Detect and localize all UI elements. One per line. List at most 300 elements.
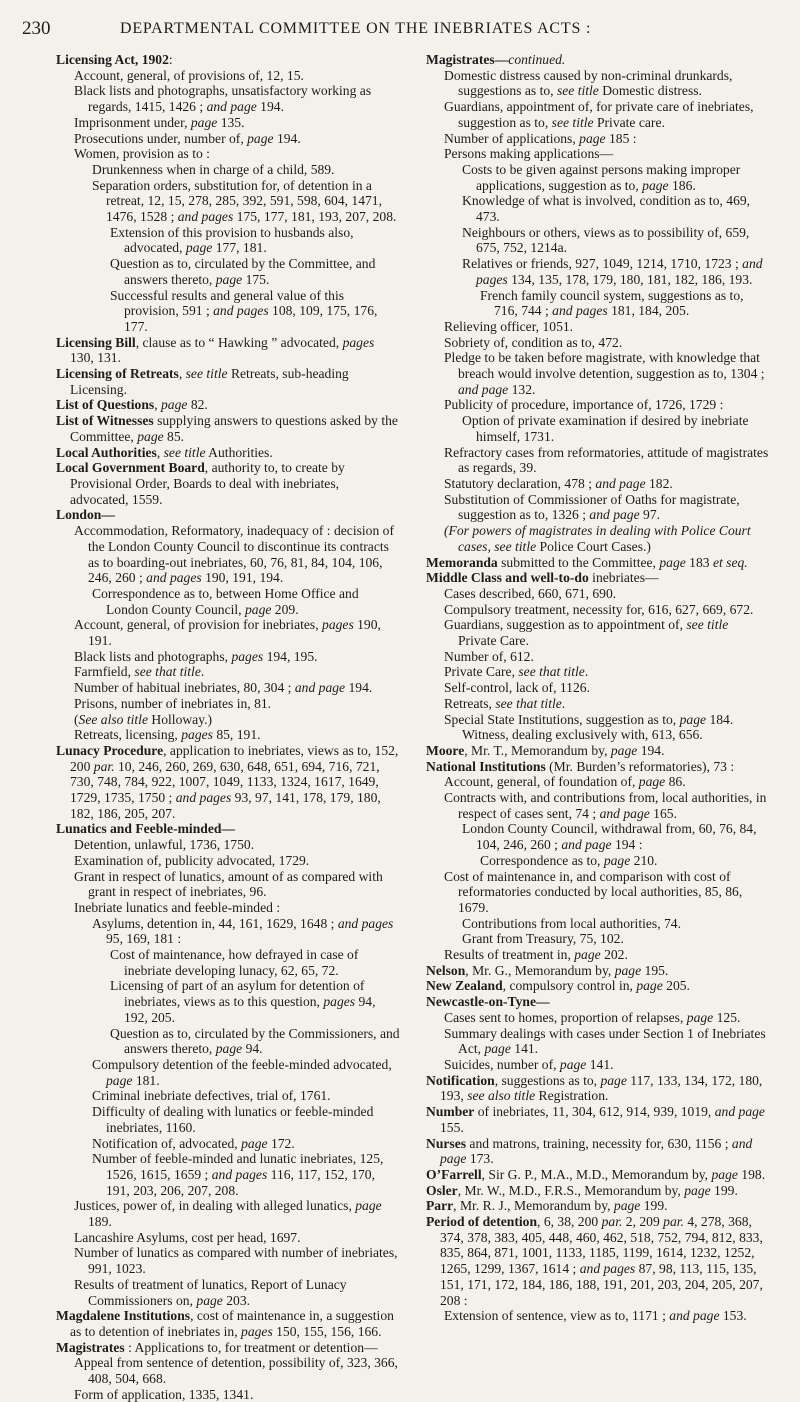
entry-text: Compulsory detention of the feeble-minded advocated, [92, 1057, 392, 1072]
index-subentry [426, 523, 770, 554]
entry-text: 132. [508, 381, 536, 397]
index-subentry [426, 696, 770, 712]
entry-text: Extension of this provision to husbands also, advocated, [110, 224, 354, 256]
index-subentry [426, 916, 770, 932]
entry-text: . [200, 664, 205, 680]
entry-text: and pages [146, 570, 202, 586]
entry-text: and page [589, 507, 640, 523]
entry-text: Licensing Act, 1902 [56, 52, 169, 67]
entry-text: Memoranda [426, 554, 498, 570]
entry-text: par. [663, 1214, 684, 1230]
entry-text: see title [163, 444, 206, 460]
index-subentry [56, 523, 400, 586]
entry-text: Accommodation, Reformatory, inadequacy of : decision of the London County Council to discontinue its contracts as to boarding-out inebriates, 60, 76, 81, 84, 104, 106, 246, 260 ; [74, 523, 394, 586]
entry-text: supplying answers to questions asked by the Committee, [70, 413, 398, 444]
entry-text: Difficulty of dealing with lunatics or feeble-minded inebriates, 1160. [92, 1104, 374, 1135]
entry-text: Asylums, detention in, 44, 161, 1629, 1648 ; [92, 915, 338, 931]
entry-text: London— [56, 507, 115, 523]
entry-text: page [659, 554, 686, 570]
entry-text: London County Council, withdrawal from, 60, 76, 84, 104, 246, 260 ; [462, 821, 757, 853]
index-subentry [56, 1104, 400, 1135]
entry-text: Black lists and photographs, unsatisfactory working as regards, 1415, 1426 ; [74, 83, 372, 115]
entry-text: 85. [163, 428, 185, 444]
entry-text: page [196, 1292, 223, 1308]
entry-text: Grant in respect of lunatics, amount of as compared with grant in respect of inebriates, 96. [74, 868, 383, 900]
index-heading [426, 743, 770, 759]
entry-text: Account, general, of provisions of, 12, 15. [74, 67, 304, 83]
entry-text: , Sir G. P., M.A., M.D., Memorandum by, [481, 1166, 712, 1182]
index-subentry [426, 146, 770, 162]
index-subentry [56, 1088, 400, 1104]
entry-text: Lunacy Procedure [56, 742, 164, 758]
entry-text: page [106, 1072, 133, 1088]
entry-text: Statutory declaration, 478 ; [444, 475, 596, 491]
index-subentry [56, 586, 400, 617]
entry-text: O’Farrell [426, 1166, 482, 1182]
entry-text: Grant from Treasury, 75, 102. [462, 931, 624, 947]
entry-text: Nelson [426, 962, 466, 978]
entry-text: , [178, 366, 186, 382]
entry-text: and page [599, 805, 650, 821]
index-subentry [426, 617, 770, 648]
entry-text: page [610, 742, 638, 758]
entry-text: page [215, 271, 243, 287]
entry-text: Cases sent to homes, proportion of relapses, [444, 1009, 687, 1025]
entry-text: 194. [345, 680, 373, 696]
index-subentry [426, 821, 770, 852]
entry-text: 183 [685, 554, 713, 570]
entry-text: Publicity of procedure, importance of, 1726, 1729 : [444, 397, 724, 413]
index-subentry [56, 680, 400, 696]
index-subentry [56, 900, 400, 916]
index-subentry [56, 837, 400, 853]
entry-text: see also title [467, 1088, 536, 1104]
entry-text: 194, 195. [263, 648, 318, 664]
entry-text: , cost of maintenance in, a suggestion as to detention of inebriates in, [70, 1308, 394, 1339]
entry-text: French family council system, suggestions as to, 716, 744 ; [480, 287, 744, 319]
entry-text: pages [241, 1323, 273, 1339]
index-heading [426, 570, 770, 586]
entry-text: see title [185, 366, 228, 382]
index-subentry [56, 869, 400, 900]
entry-text: Police Court Cases.) [536, 538, 651, 554]
index-heading [426, 963, 770, 979]
entry-text: Middle Class and well-to-do [426, 570, 589, 586]
entry-text: 198. [737, 1166, 766, 1182]
entry-text: Summary dealings with cases under Section 1 of Inebriates Act, [444, 1025, 766, 1057]
entry-text: 4, 278, 368, 374, 378, 383, 405, 448, 460, 462, 518, 752, 794, 812, 833, 835, 864, 871, 1001, 1133, 1185, 1199, 1614, 1232, 1252, 1265, 1299, 1367, 1614 ; [440, 1214, 763, 1277]
entry-text: page [484, 1041, 511, 1057]
entry-text: Substitution of Commissioner of Oaths for magistrate, suggestion as to, 1326 ; [444, 491, 740, 523]
index-subentry [426, 727, 770, 743]
entry-text: 135. [217, 114, 245, 130]
entry-text: Justices, power of, in dealing with alleged lunatics, [74, 1198, 356, 1214]
entry-text: see title [686, 617, 729, 633]
entry-text: Imprisonment under, [74, 114, 191, 130]
entry-text: , Mr. G., Memorandum by, [465, 962, 615, 978]
entry-text: page [613, 1198, 641, 1214]
index-subentry [426, 712, 770, 728]
entry-text: par. [601, 1214, 623, 1230]
index-subentry [426, 335, 770, 351]
entry-text: , Mr. W., M.D., F.R.S., Memorandum by, [457, 1182, 685, 1198]
entry-text: et seq. [712, 554, 748, 570]
index-subentry [426, 319, 770, 335]
entry-text: 10, 246, 260, 269, 630, 648, 651, 694, 716, 721, 730, 748, 784, 922, 1007, 1049, 1133, 1324, 1617, 1649, 1729, 1735, 1750 ; [70, 758, 380, 806]
index-subentry [426, 413, 770, 444]
entry-text: see title [556, 83, 599, 99]
index-subentry [426, 680, 770, 696]
entry-text: Cost of maintenance, how defrayed in case of inebriate developing lunacy, 62, 65, 72. [110, 947, 359, 978]
right-column [426, 52, 770, 1402]
entry-text: and pages [213, 303, 269, 319]
index-subentry [56, 1230, 400, 1246]
entry-text: 203. [222, 1292, 251, 1308]
entry-text: Number of, 612. [444, 648, 534, 664]
entry-text: Sobriety of, condition as to, 472. [444, 334, 623, 350]
entry-text: Appeal from sentence of detention, possibility of, 323, 366, 408, 504, 668. [74, 1355, 398, 1387]
index-heading [56, 366, 400, 397]
entry-text: see that title [495, 695, 562, 711]
entry-text: Correspondence as to, between Home Office and London County Council, [92, 585, 359, 617]
page-number: 230 [22, 18, 51, 39]
running-head: DEPARTMENTAL COMMITTEE ON THE INEBRIATES ACTS : [120, 20, 592, 37]
entry-text: and pages [579, 1261, 636, 1277]
entry-text: 2, 209 [622, 1214, 664, 1230]
entry-text: Farmfield, [74, 664, 135, 680]
entry-text: 177, 181. [212, 240, 267, 256]
entry-text: , [156, 444, 164, 460]
index-heading [426, 1183, 770, 1199]
entry-text: 181. [132, 1072, 160, 1088]
entry-text: and page [206, 99, 257, 115]
entry-text: page [579, 130, 606, 146]
index-subentry [426, 225, 770, 256]
index-subentry [56, 664, 400, 680]
entry-text: Inebriate lunatics and feeble-minded : [74, 899, 281, 915]
entry-text: , Mr. R. J., Memorandum by, [453, 1198, 614, 1214]
index-subentry [426, 445, 770, 476]
index-subentry [56, 1387, 400, 1402]
entry-text: Lunatics and Feeble-minded— [56, 821, 236, 837]
entry-text: Question as to, circulated by the Committee, and answers thereto, [110, 256, 376, 287]
entry-text: Notification of, advocated, [92, 1135, 242, 1151]
entry-text: 94, 192, 205. [124, 994, 376, 1025]
entry-text: Black lists and photographs, [74, 648, 232, 664]
entry-text: 175. [242, 271, 270, 287]
index-heading [426, 978, 770, 994]
entry-text: 125. [713, 1009, 741, 1025]
entry-text: Nurses [426, 1135, 467, 1151]
entry-text: Relieving officer, 1051. [444, 318, 574, 334]
entry-text: page [638, 774, 666, 790]
index-heading [56, 1308, 400, 1339]
index-subentry [56, 162, 400, 178]
index-subentry [426, 586, 770, 602]
index-subentry [56, 1245, 400, 1276]
entry-text: : [168, 52, 173, 67]
entry-text: pages [342, 334, 375, 350]
entry-text: page [241, 1135, 268, 1151]
index-subentry [56, 1355, 400, 1386]
entry-text: (Mr. Burden’s reformatories), 73 : [545, 758, 735, 774]
entry-text: Holloway.) [148, 711, 213, 727]
entry-text: page [711, 1166, 738, 1182]
page-header [22, 18, 778, 54]
index-subentry [56, 225, 400, 256]
entry-text: 94. [242, 1041, 263, 1057]
entry-text: Osler [426, 1182, 458, 1198]
entry-text: 210. [630, 852, 658, 868]
index-subentry [56, 256, 400, 287]
entry-text: 190, 191. [88, 617, 381, 649]
entry-text: 173. [466, 1151, 494, 1167]
entry-text: Criminal inebriate defectives, trial of, 1761. [92, 1088, 331, 1104]
entry-text: Retreats, sub-heading Licensing. [70, 366, 349, 397]
index-subentry [56, 178, 400, 225]
entry-text: Cases described, 660, 671, 690. [444, 585, 617, 601]
entry-text: Authorities. [205, 444, 273, 460]
entry-text: Knowledge of what is involved, condition as to, 469, 473. [462, 193, 751, 225]
entry-text: and page [714, 1104, 765, 1120]
entry-text: Local Government Board [56, 460, 205, 476]
entry-text: . [584, 664, 589, 680]
entry-text: 181, 184, 205. [607, 303, 690, 319]
entry-text: 194. [273, 130, 301, 146]
index-subentry [56, 288, 400, 335]
entry-text: Self-control, lack of, 1126. [444, 680, 590, 696]
entry-text: page [185, 240, 213, 256]
entry-text: 199. [640, 1198, 668, 1214]
entry-text: Number of habitual inebriates, 80, 304 ; [74, 680, 295, 696]
entry-text: pages [231, 648, 264, 664]
entry-text: Relatives or friends, 927, 1049, 1214, 1710, 1723 ; [462, 256, 743, 272]
entry-text: Results of treatment in, [444, 947, 575, 963]
index-subentry [56, 649, 400, 665]
index-subentry [426, 947, 770, 963]
entry-text: 85, 191. [212, 727, 261, 743]
entry-text: and matrons, training, necessity for, 630, 1156 ; [466, 1135, 732, 1151]
index-subentry [56, 146, 400, 162]
entry-text: and page [440, 1135, 753, 1167]
entry-text: Period of detention [426, 1214, 538, 1230]
entry-text: Cost of maintenance in, and comparison with cost of reformatories conducted by local authorities, 85, 86, 1679. [444, 868, 743, 915]
index-heading [426, 1214, 770, 1308]
entry-text: Costs to be given against persons making improper applications, suggestion as to, [462, 161, 741, 193]
index-subentry [56, 131, 400, 147]
entry-text: 116, 117, 152, 170, 191, 203, 206, 207, 208. [106, 1166, 375, 1198]
entry-text: National Institutions [426, 758, 546, 774]
entry-text: . [561, 695, 566, 711]
entry-text: page [355, 1198, 382, 1214]
entry-text: 209. [271, 601, 299, 617]
index-subentry [426, 131, 770, 147]
entry-text: Witness, dealing exclusively with, 613, 656. [462, 727, 703, 743]
entry-text: and pages [552, 303, 608, 319]
entry-text: 117, 133, 134, 172, 180, 193, [440, 1072, 763, 1104]
entry-text: Guardians, suggestion as to appointment of, [444, 617, 687, 633]
entry-text: Drunkenness when in charge of a child, 589. [92, 161, 335, 177]
entry-text: 182. [645, 475, 673, 491]
entry-text: page [161, 397, 188, 413]
index-subentry [56, 696, 400, 712]
index-subentry [426, 1057, 770, 1073]
entry-text: Compulsory treatment, necessity for, 616, 627, 669, 672. [444, 601, 754, 617]
index-heading [426, 1136, 770, 1167]
entry-text: 175, 177, 181, 193, 207, 208. [233, 209, 397, 225]
index-heading [56, 52, 400, 68]
entry-text: 86. [665, 774, 686, 790]
entry-text: , clause as to “ Hawking ” advocated, [135, 334, 343, 350]
entry-text: and page [561, 837, 612, 853]
entry-text: 186. [668, 177, 696, 193]
entry-text: 130, 131. [70, 350, 121, 366]
entry-text: 134, 135, 178, 179, 180, 181, 182, 186, 193. [507, 271, 753, 287]
entry-text: Separation orders, substitution for, of detention in a retreat, 12, 15, 278, 285, 392, 591, 598, 604, 1471, 1476, 1528 ; [92, 177, 382, 225]
entry-text: Suicides, number of, [444, 1057, 560, 1072]
index-heading [426, 994, 770, 1010]
entry-text: Prisons, number of inebriates in, 81. [74, 695, 272, 711]
entry-text: and page [294, 680, 346, 696]
entry-text: New Zealand [426, 978, 503, 994]
entry-text: 194. [637, 742, 665, 758]
index-columns [56, 52, 770, 1402]
index-subentry [56, 617, 400, 648]
entry-text: 155. [440, 1119, 464, 1135]
entry-text: page [559, 1057, 587, 1072]
entry-text: page [215, 1041, 243, 1057]
entry-text: Domestic distress. [598, 83, 702, 99]
entry-text: 205. [662, 978, 690, 994]
entry-text: page [684, 1182, 711, 1198]
entry-text: and page [669, 1308, 720, 1324]
entry-text: , compulsory control in, [502, 978, 637, 994]
index-heading [426, 759, 770, 775]
index-subentry [56, 727, 400, 743]
entry-text: Magdalene Institutions [56, 1308, 191, 1324]
index-subentry [426, 256, 770, 287]
index-heading [56, 507, 400, 523]
index-subentry [426, 492, 770, 523]
entry-text: See also title [78, 711, 148, 727]
entry-text: Account, general, of foundation of, [444, 774, 639, 790]
entry-text: page [574, 947, 601, 963]
index-subentry [56, 978, 400, 1025]
entry-text: page [636, 978, 663, 994]
entry-text: Number of feeble-minded and lunatic inebriates, 125, 1526, 1615, 1659 ; [92, 1151, 384, 1182]
entry-text: and pages [177, 209, 234, 225]
index-subentry [426, 99, 770, 130]
entry-text: Magistrates [56, 1339, 125, 1355]
entry-text: 153. [719, 1308, 747, 1324]
entry-text: 108, 109, 175, 176, 177. [124, 303, 378, 334]
index-heading [426, 1167, 770, 1183]
entry-text: page [244, 601, 272, 617]
entry-text: , Mr. T., Memorandum by, [464, 742, 611, 758]
entry-text: , authority to, to create by Provisional Order, Boards to deal with inebriates, advocated, 1559. [70, 460, 345, 507]
entry-text: page [686, 1009, 714, 1025]
index-subentry [56, 115, 400, 131]
entry-text: , application to inebriates, views as to, 152, 200 [70, 742, 399, 774]
entry-text: page [247, 130, 274, 146]
entry-text: Persons making applications— [444, 146, 614, 162]
entry-text: Question as to, circulated by the Commissioners, and answers thereto, [110, 1025, 400, 1057]
entry-text: pages [181, 727, 213, 743]
entry-text: Prosecutions under, number of, [74, 130, 248, 146]
entry-text: see that title [134, 664, 201, 680]
index-subentry [426, 476, 770, 492]
entry-text: Form of application, 1335, 1341. [74, 1386, 254, 1402]
entry-text: Magistrates— [426, 52, 509, 67]
entry-text: and pages [476, 256, 763, 287]
entry-text: ( [74, 711, 79, 727]
entry-text: Newcastle-on-Tyne— [426, 994, 550, 1010]
entry-text: 185 : [605, 130, 637, 146]
entry-text: List of Questions [56, 397, 155, 413]
index-subentry [426, 1026, 770, 1057]
entry-text: 172. [267, 1135, 295, 1151]
entry-text: 87, 98, 113, 115, 135, 151, 171, 172, 184, 186, 188, 191, 201, 203, 204, 205, 207, 208 : [440, 1261, 763, 1308]
index-subentry [426, 68, 770, 99]
index-heading [56, 397, 400, 413]
entry-text: 190, 191, 194. [201, 570, 284, 586]
index-heading [56, 743, 400, 822]
index-subentry [56, 1151, 400, 1198]
entry-text: Notification [426, 1072, 495, 1088]
index-subentry [56, 916, 400, 947]
entry-text: 150, 155, 156, 166. [272, 1323, 382, 1339]
entry-text: 97. [639, 507, 661, 523]
index-subentry [426, 1010, 770, 1026]
entry-text: Registration. [535, 1088, 609, 1104]
index-subentry [426, 931, 770, 947]
entry-text: Correspondence as to, [480, 852, 604, 868]
entry-text: Domestic distress caused by non-criminal drunkards, suggestions as to, [444, 67, 733, 99]
entry-text: 194 : [611, 837, 643, 853]
index-subentry [426, 350, 770, 397]
index-heading [426, 1198, 770, 1214]
index-subentry [426, 790, 770, 821]
index-subentry [426, 1308, 770, 1324]
entry-text: page [600, 1072, 627, 1088]
entry-text: see title [551, 114, 594, 130]
entry-text: 189. [88, 1214, 112, 1230]
entry-text: page [137, 428, 164, 444]
entry-text: Successful results and general value of this provision, 591 ; [110, 287, 345, 319]
entry-text: page [614, 962, 642, 978]
index-subentry [426, 664, 770, 680]
index-subentry [426, 162, 770, 193]
entry-text: 165. [649, 805, 677, 821]
entry-text: page [642, 177, 669, 193]
entry-text: , 6, 38, 200 [537, 1214, 602, 1230]
entry-text: Contributions from local authorities, 74. [462, 915, 681, 931]
index-subentry [426, 649, 770, 665]
entry-text: and pages [211, 1166, 268, 1182]
entry-text: continued. [508, 52, 566, 67]
entry-text: pages [322, 617, 354, 633]
entry-text: , suggestions as to, [494, 1072, 601, 1088]
index-subentry [56, 1026, 400, 1057]
index-subentry [426, 602, 770, 618]
entry-text: 195. [641, 962, 669, 978]
entry-text: and pages [175, 790, 232, 806]
entry-text: 95, 169, 181 : [106, 931, 182, 947]
entry-text: Licensing of Retreats [56, 366, 179, 382]
entry-text: Option of private examination if desired by inebriate himself, 1731. [462, 413, 749, 444]
index-subentry [56, 1277, 400, 1308]
entry-text: Number of lunatics as compared with number of inebriates, 991, 1023. [74, 1245, 398, 1277]
